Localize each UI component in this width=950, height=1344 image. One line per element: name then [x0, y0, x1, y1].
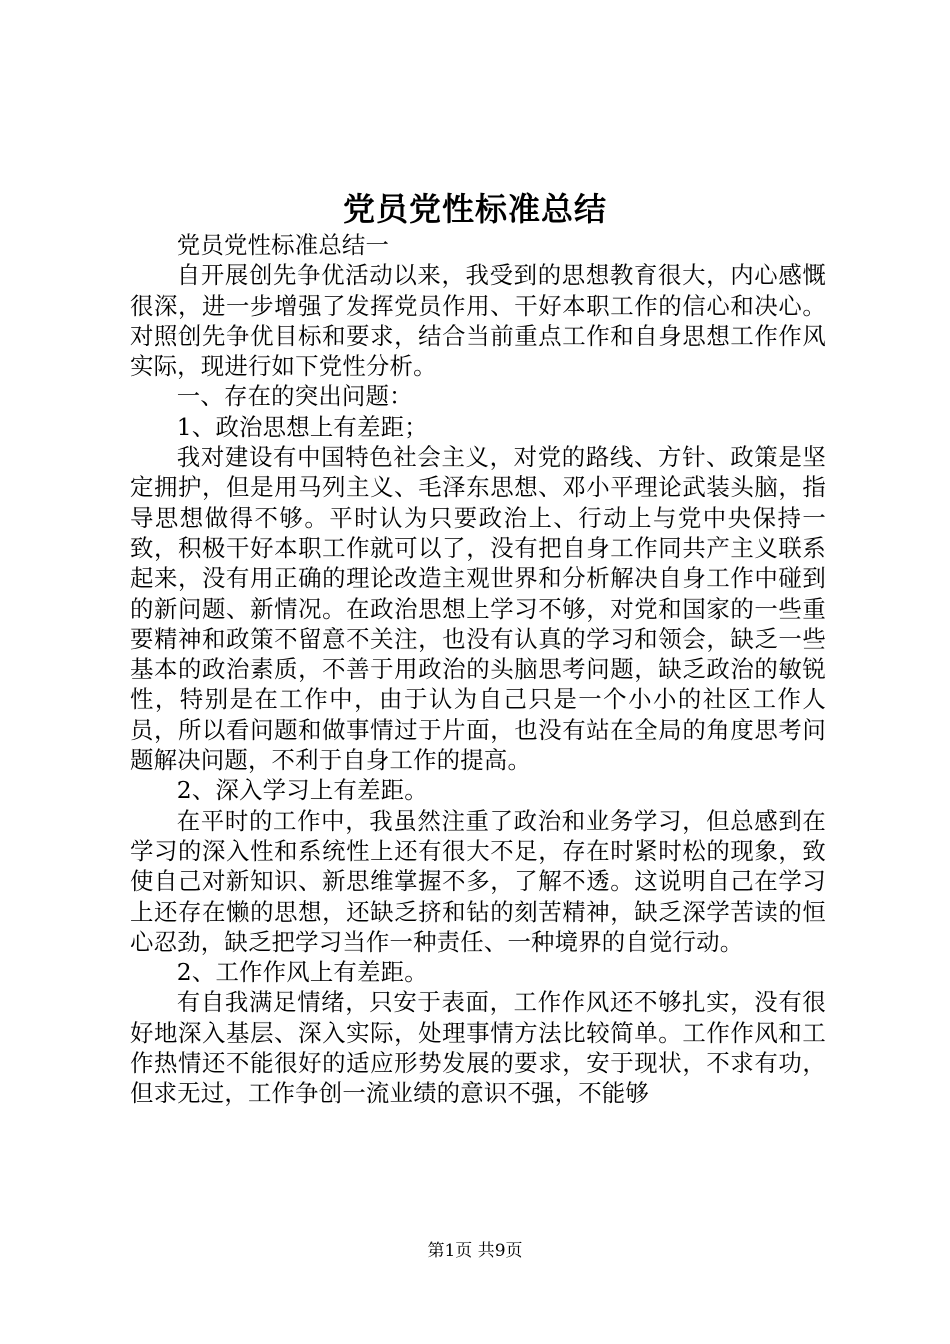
subsection-heading: 1、政治思想上有差距； [176, 412, 428, 441]
section-heading: 党员党性标准总结一 [176, 231, 390, 259]
subsection-heading: 2、工作作风上有差距。 [176, 958, 428, 987]
document-title: 党员党性标准总结 [342, 190, 607, 228]
paragraph: 自开展创先争优活动以来，我受到的思想教育很大，内心感慨很深，进一步增强了发挥党员作用、干好本职工作的信心和决心。对照创先争优目标和要求，结合当前重点工作和自身思想工作作风实际，现进行如下党性分析。 [130, 261, 826, 381]
page-footer: 第1页 共9页 [427, 1241, 523, 1261]
subsection-heading: 2、深入学习上有差距。 [176, 776, 428, 805]
section-heading: 一、存在的突出问题： [176, 382, 413, 411]
paragraph: 我对建设有中国特色社会主义，对党的路线、方针、政策是坚定拥护，但是用马列主义、毛泽东思想、邓小平理论武装头脑，指导思想做得不够。平时认为只要政治上、行动上与党中央保持一致，积极干好本职工作就可以了，没有把自身工作同共产主义联系起来，没有用正确的理论改造主观世界和分析解决自身工作中碰到的新问题、新情况。在政治思想上学习不够，对党和国家的一些重要精神和政策不留意不关注，也没有认真的学习和领会，缺乏一些基本的政治素质，不善于用政治的头脑思考问题，缺乏政治的敏锐性，特别是在工作中，由于认为自己只是一个小小的社区工作人员，所以看问题和做事情过于片面，也没有站在全局的角度思考问题解决问题，不利于自身工作的提高。 [130, 443, 826, 775]
document-body [130, 230, 826, 1109]
paragraph: 在平时的工作中，我虽然注重了政治和业务学习，但总感到在学习的深入性和系统性上还有很大不足，存在时紧时松的现象，致使自己对新知识、新思维掌握不多，了解不透。这说明自己在学习上还存在懒的思想，还缺乏挤和钻的刻苦精神，缺乏深学苦读的恒心忍劲，缺乏把学习当作一种责任、一种境界的自觉行动。 [130, 806, 826, 956]
paragraph: 有自我满足情绪，只安于表面，工作作风还不够扎实，没有很好地深入基层、深入实际，处理事情方法比较简单。工作作风和工作热情还不能很好的适应形势发展的要求，安于现状，不求有功，但求无过，工作争创一流业绩的意识不强，不能够 [130, 988, 826, 1108]
